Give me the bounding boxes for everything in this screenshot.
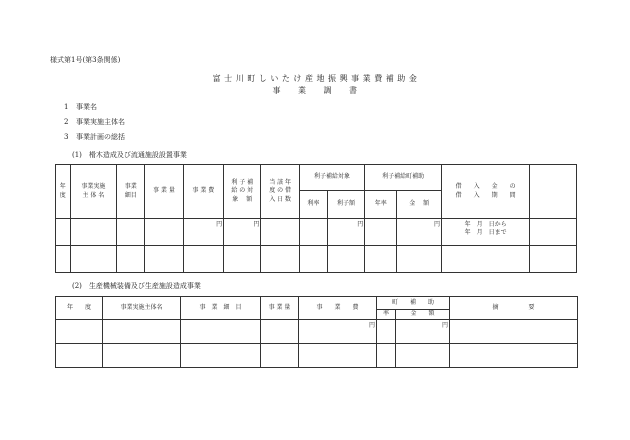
cell[interactable] (377, 344, 396, 368)
header-annual-rate: 年率 (365, 191, 397, 219)
header-rate: 率 (377, 310, 396, 320)
cell[interactable] (442, 246, 530, 273)
item-entity-name: 事業実施主体名 (76, 118, 125, 126)
header-amount: 金 額 (397, 191, 442, 219)
header-cost: 事 業 費 (299, 297, 377, 320)
header-interest-amount: 利子額 (327, 191, 364, 219)
cell[interactable] (117, 219, 145, 246)
header-blank (530, 165, 577, 219)
header-interest-subsidy: 利 子 補 給 の 対 象 額 (224, 165, 261, 219)
header-town-group: 利子補給町補助 (365, 165, 442, 191)
section2-data-row (56, 320, 578, 344)
cell[interactable] (261, 246, 299, 273)
cell[interactable] (365, 219, 397, 246)
header-days: 当 該 年 度 の 借 入 日 数 (261, 165, 299, 219)
cell[interactable] (261, 219, 299, 246)
cell[interactable] (56, 219, 71, 246)
cell[interactable] (224, 246, 261, 273)
cell[interactable] (261, 344, 299, 368)
cell[interactable] (365, 246, 397, 273)
cell[interactable] (145, 219, 183, 246)
header-town-subsidy: 町 補 助 (377, 297, 450, 310)
cell[interactable] (299, 246, 327, 273)
item-number: 1 (64, 103, 69, 111)
section1-data-row (56, 246, 577, 273)
document-title: 富 士 川 町 し い た け 産 地 振 興 事 業 費 補 助 金 (212, 74, 418, 83)
header-entity: 事業実施主体名 (103, 297, 181, 320)
header-entity: 事業実施 主 体 名 (70, 165, 117, 219)
subsidy-unit: 円 (224, 219, 261, 246)
cell[interactable] (397, 246, 442, 273)
cell[interactable] (181, 344, 261, 368)
amount-unit: 円 (397, 219, 442, 246)
cell[interactable] (450, 344, 578, 368)
cell[interactable] (56, 344, 103, 368)
amount-unit: 円 (396, 320, 450, 344)
section1-data-row (56, 219, 577, 246)
cell[interactable] (70, 246, 117, 273)
header-cost: 事 業 費 (183, 165, 223, 219)
header-year: 年 度 (56, 165, 71, 219)
cell[interactable] (327, 246, 364, 273)
item-plan-summary: 事業計画の総括 (76, 133, 125, 141)
section2-table (55, 296, 578, 368)
interest-unit: 円 (327, 219, 364, 246)
header-detail: 事業 細目 (117, 165, 145, 219)
cell[interactable] (183, 246, 223, 273)
header-amount: 金 額 (396, 310, 450, 320)
header-detail: 事 業 細 目 (181, 297, 261, 320)
cell[interactable] (56, 320, 103, 344)
section2-data-row (56, 344, 578, 368)
cell[interactable] (70, 219, 117, 246)
section1-header-row (56, 165, 577, 191)
cost-unit: 円 (299, 320, 377, 344)
form-label: 様式第1号(第3条関係) (50, 56, 121, 64)
cell[interactable] (396, 344, 450, 368)
section1-table (55, 164, 577, 273)
cell[interactable] (299, 344, 377, 368)
borrow-period: 年 月 日から 年 月 日まで (442, 219, 530, 246)
cost-unit: 円 (183, 219, 223, 246)
cell[interactable] (450, 320, 578, 344)
header-quantity: 事 業 量 (145, 165, 183, 219)
header-year: 年 度 (56, 297, 103, 320)
header-target-group: 利子補給対象 (299, 165, 364, 191)
header-rate: 利率 (299, 191, 327, 219)
header-quantity: 事 業 量 (261, 297, 299, 320)
cell[interactable] (530, 219, 577, 246)
cell[interactable] (181, 320, 261, 344)
item-project-name: 事業名 (76, 103, 97, 111)
header-borrow: 借 入 金 の 借 入 期 間 (442, 165, 530, 219)
cell[interactable] (117, 246, 145, 273)
cell[interactable] (145, 246, 183, 273)
cell[interactable] (103, 344, 181, 368)
document-subtitle: 事 業 調 書 (272, 86, 358, 95)
cell[interactable] (261, 320, 299, 344)
section2-header-row (56, 297, 578, 310)
item-number: 3 (64, 133, 69, 141)
cell[interactable] (103, 320, 181, 344)
header-remarks: 摘 要 (450, 297, 578, 320)
item-number: 2 (64, 118, 69, 126)
cell[interactable] (377, 320, 396, 344)
cell[interactable] (530, 246, 577, 273)
cell[interactable] (299, 219, 327, 246)
cell[interactable] (56, 246, 71, 273)
section2-title: (2) 生産機械装備及び生産施設造成事業 (72, 282, 201, 290)
section1-title: (1) 榾木造成及び流通施設設置事業 (72, 151, 187, 159)
